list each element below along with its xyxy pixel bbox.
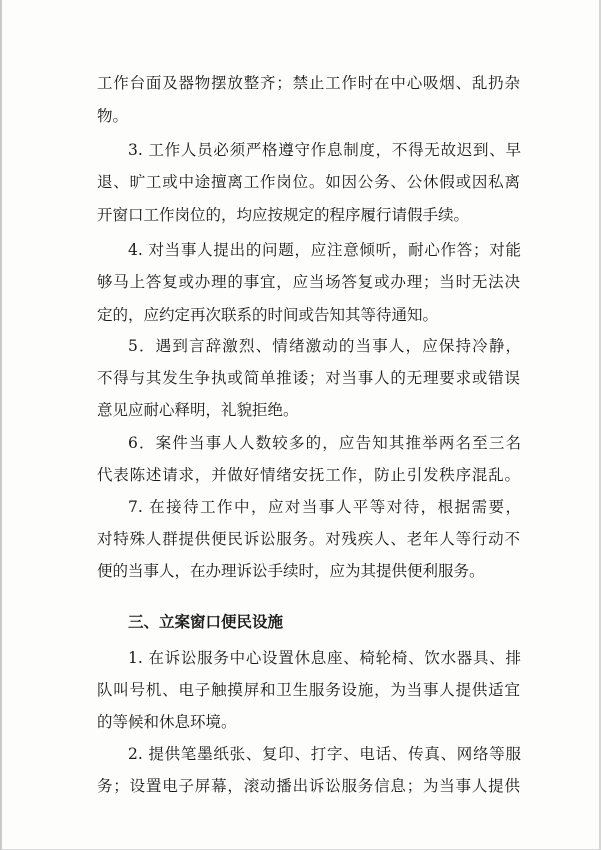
paragraph-8-line-1: 2. 提供笔墨纸张、复印、打字、电话、传真、网络等服 (128, 745, 521, 763)
section-heading: 三、立案窗口便民设施 (128, 613, 284, 631)
paragraph-3-line-3: 定的，应约定再次联系的时间或告知其等待通知。 (97, 306, 439, 324)
paragraph-5-line-1: 6．案件当事人人数较多的，应告知其推举两名至三名 (128, 434, 521, 452)
paragraph-6-line-3: 便的当事人，在办理诉讼手续时，应为其提供便利服务。 (97, 562, 485, 580)
paragraph-2-line-2: 退、旷工或中途擅离工作岗位。如因公务、公休假或因私离 (97, 173, 520, 191)
paragraph-6-line-1: 7. 在接待工作中，应对当事人平等对待，根据需要， (128, 498, 521, 516)
paragraph-2-line-3: 开窗口工作岗位的，均应按规定的程序履行请假手续。 (97, 206, 470, 224)
paragraph-4-line-2: 不得与其发生争执或简单推诿；对当事人的无理要求或错误 (97, 369, 520, 387)
paragraph-3-line-2: 够马上答复或办理的事宜，应当场答复或办理；当时无法决 (97, 273, 520, 291)
paragraph-7-line-2: 队叫号机、电子触摸屏和卫生服务设施，为当事人提供适宜 (97, 681, 520, 699)
paragraph-4-line-1: 5．遇到言辞激烈、情绪激动的当事人，应保持冷静， (128, 337, 521, 355)
paragraph-5-line-2: 代表陈述请求，并做好情绪安抚工作，防止引发秩序混乱。 (97, 466, 520, 484)
paragraph-3-line-1: 4. 对当事人提出的问题，应注意倾听，耐心作答；对能 (128, 241, 521, 259)
paragraph-1-line-1: 工作台面及器物摆放整齐；禁止工作时在中心吸烟、乱扔杂 (97, 74, 520, 92)
paragraph-7-line-1: 1. 在诉讼服务中心设置休息座、椅轮椅、饮水器具、排 (128, 649, 521, 667)
paragraph-7-line-3: 的等候和休息环境。 (97, 713, 237, 731)
paragraph-1-line-2: 物。 (97, 107, 129, 125)
paragraph-8-line-2: 务；设置电子屏幕，滚动播出诉讼服务信息；为当事人提供 (97, 777, 520, 795)
paragraph-6-line-2: 对特殊人群提供便民诉讼服务。对残疾人、老年人等行动不 (97, 530, 520, 548)
paragraph-4-line-3: 意见应耐心释明，礼貌拒绝。 (97, 401, 299, 419)
paragraph-2-line-1: 3. 工作人员必须严格遵守作息制度，不得无故迟到、早 (128, 141, 521, 159)
